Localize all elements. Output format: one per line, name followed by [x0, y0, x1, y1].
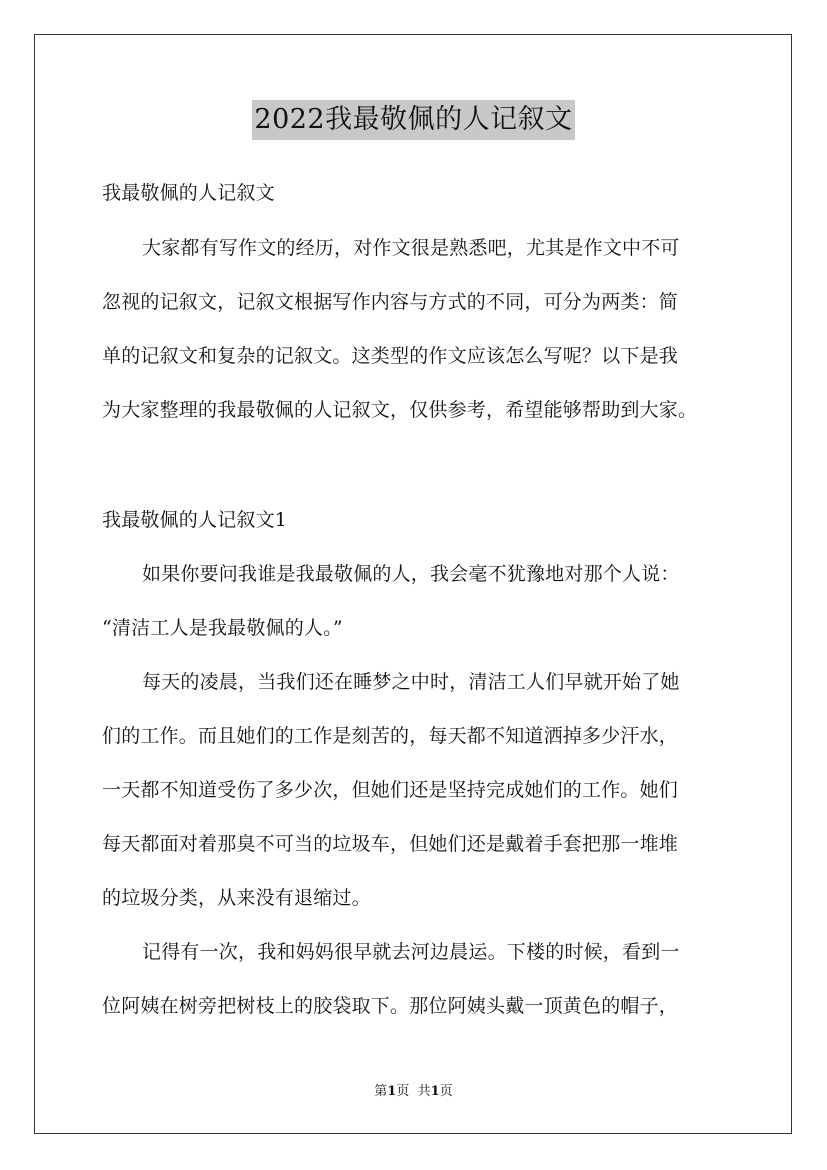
section1-p2-line-5: 的垃圾分类，从来没有退缩过。: [102, 887, 371, 909]
page-current: 1: [387, 1084, 397, 1099]
document-heading: 我最敬佩的人记叙文: [102, 182, 275, 204]
page-total: 1: [430, 1084, 440, 1099]
intro-line-2: 忽视的记叙文，记叙文根据写作内容与方式的不同，可分为两类：简: [102, 291, 679, 313]
section1-p2-line-4: 每天都面对着那臭不可当的垃圾车，但她们还是戴着手套把那一堆堆: [102, 833, 679, 855]
intro-line-3: 单的记叙文和复杂的记叙文。这类型的作文应该怎么写呢？以下是我: [102, 345, 679, 367]
intro-line-4: 为大家整理的我最敬佩的人记叙文，仅供参考，希望能够帮助到大家。: [102, 399, 698, 421]
document-title: 2022我最敬佩的人记叙文: [252, 100, 574, 140]
intro-line-1: 大家都有写作文的经历，对作文很是熟悉吧，尤其是作文中不可: [142, 237, 680, 259]
section1-p2-line-3: 一天都不知道受伤了多少次，但她们还是坚持完成她们的工作。她们: [102, 779, 679, 801]
title-container: [0, 100, 827, 140]
section1-p3-line-2: 位阿姨在树旁把树枝上的胶袋取下。那位阿姨头戴一顶黄色的帽子，: [102, 995, 679, 1017]
page-footer: [0, 1082, 827, 1102]
section1-p1-line-2: “清洁工人是我最敬佩的人。”: [102, 617, 343, 639]
section1-heading: 我最敬佩的人记叙文1: [102, 509, 288, 531]
section1-p2-line-1: 每天的凌晨，当我们还在睡梦之中时，清洁工人们早就开始了她: [142, 671, 680, 693]
total-suffix: 页: [439, 1084, 453, 1099]
page-label-prefix: 第: [374, 1084, 388, 1099]
total-prefix: 共: [417, 1084, 431, 1099]
section1-p2-line-2: 们的工作。而且她们的工作是刻苦的，每天都不知道洒掉多少汗水，: [102, 725, 679, 747]
section1-p3-line-1: 记得有一次，我和妈妈很早就去河边晨运。下楼的时候，看到一: [142, 941, 680, 963]
section1-p1-line-1: 如果你要问我谁是我最敬佩的人，我会毫不犹豫地对那个人说：: [142, 563, 680, 585]
page-label-suffix: 页: [396, 1084, 410, 1099]
